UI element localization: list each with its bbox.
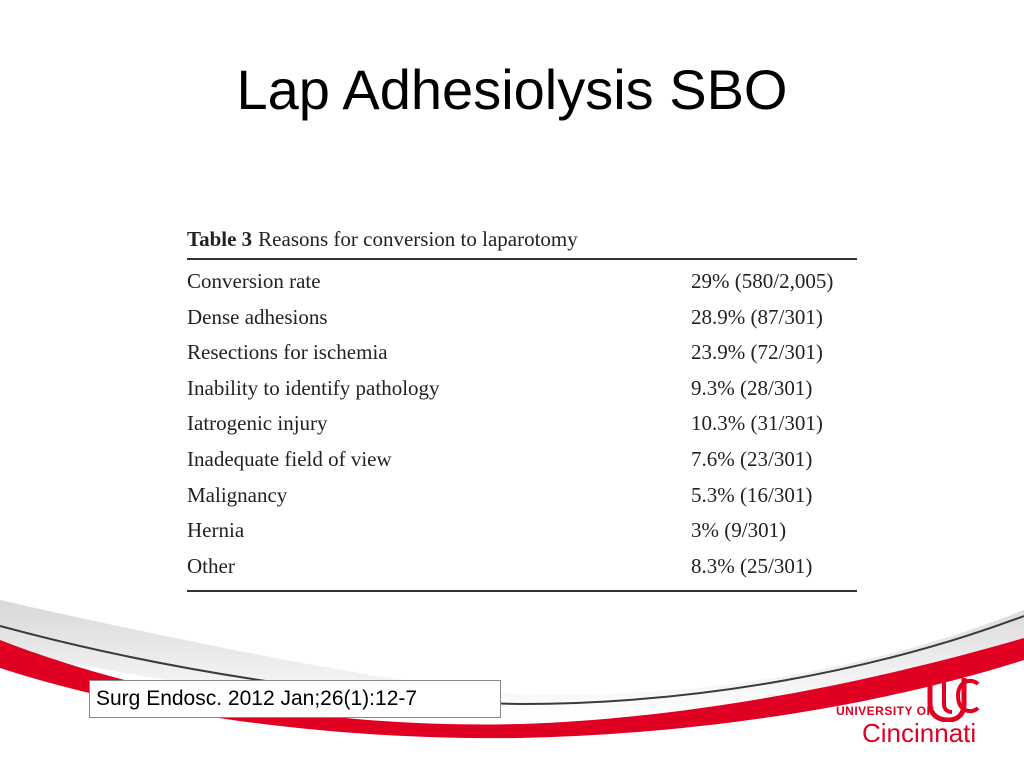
table-row: [187, 335, 857, 371]
table-row: [187, 442, 857, 478]
table-caption: [187, 224, 857, 258]
table-row: [187, 264, 857, 300]
table-body: [187, 260, 857, 590]
row-label: Conversion rate: [187, 269, 321, 293]
row-label: Hernia: [187, 518, 245, 543]
row-value: 8.3% (25/301): [691, 553, 813, 578]
table-row: [187, 406, 857, 442]
row-value: 9.3% (28/301): [691, 375, 813, 400]
row-label: Inadequate field of view: [187, 446, 392, 471]
logo-name: Cincinnati: [862, 718, 977, 748]
row-label: Resections for ischemia: [187, 340, 388, 365]
row-value: 3% (9/301): [691, 518, 787, 543]
row-value: 7.6% (23/301): [691, 446, 813, 471]
table-row: [187, 549, 857, 585]
table-caption-text: Reasons for conversion to laparotomy: [258, 227, 578, 251]
table-row: [187, 478, 857, 514]
row-value: 29% (580/2,005): [691, 269, 834, 293]
row-value: 28.9% (87/301): [691, 304, 823, 329]
table-figure: [187, 224, 857, 592]
row-label: Dense adhesions: [187, 304, 328, 329]
slide-title: Lap Adhesiolysis SBO: [236, 58, 788, 121]
university-logo: [836, 674, 996, 754]
row-label: Iatrogenic injury: [187, 411, 328, 436]
logo-university-of: UNIVERSITY OF: [836, 704, 935, 718]
table-row: [187, 513, 857, 549]
table-row: [187, 300, 857, 336]
row-value: 10.3% (31/301): [691, 411, 823, 436]
table-caption-number: Table 3: [187, 227, 253, 251]
row-label: Inability to identify pathology: [187, 375, 440, 400]
row-value: 23.9% (72/301): [691, 340, 823, 365]
citation: Surg Endosc. 2012 Jan;26(1):12-7: [89, 680, 501, 718]
row-label: Malignancy: [187, 482, 288, 507]
row-label: Other: [187, 553, 235, 578]
uc-monogram-icon: [924, 674, 980, 722]
table-row: [187, 371, 857, 407]
row-value: 5.3% (16/301): [691, 482, 813, 507]
